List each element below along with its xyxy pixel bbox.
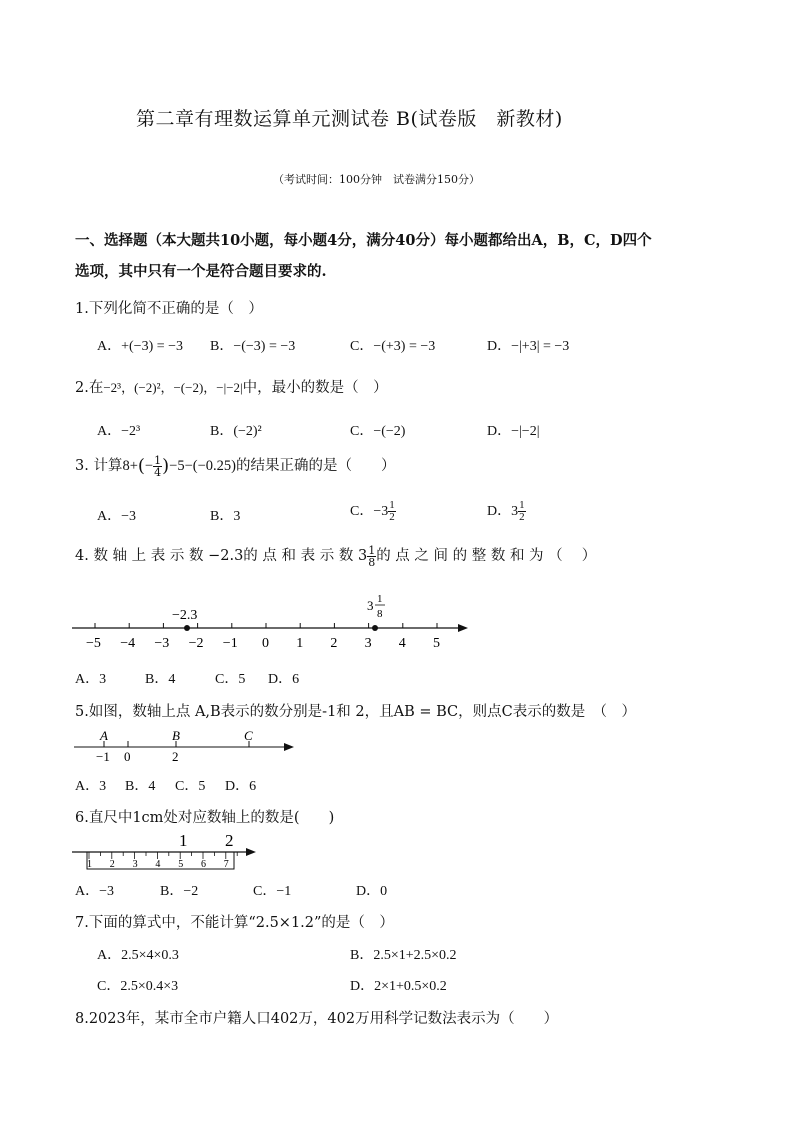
- q4-tick-label: 1: [296, 636, 304, 650]
- q6-ruler-label: 5: [178, 859, 184, 870]
- q3-expr-a: 8+: [122, 458, 138, 474]
- q6-ruler-figure: [70, 830, 260, 875]
- q4-option-b: B．4: [145, 672, 176, 687]
- question-6-stem: 6.直尺中1cm处对应数轴上的数是( ): [75, 810, 335, 826]
- q4-tick-label: −2: [188, 636, 204, 650]
- q6-ruler-label: 4: [155, 859, 161, 870]
- q4-label-b-den: 8: [377, 608, 383, 620]
- q6-option-a: A．−3: [75, 884, 115, 899]
- q6-axis-label-1: 1: [179, 831, 188, 850]
- question-3-stem: 3. 计算8+(− $\frac{1}{4}$ )−5−(−0.25)的结果正确的是（ ）: [75, 453, 396, 479]
- q4-point-b: [372, 625, 378, 631]
- q4-label-b-num: 1: [377, 593, 383, 605]
- section-heading-line1: 一、选择题（本大题共10小题，每小题4分，满分40分）每小题都给出A，B，C，D四个: [75, 232, 652, 249]
- q3-stem-suffix: 的结果正确的是（ ）: [235, 458, 396, 474]
- q7-option-a: A．2.5×4×0.3: [97, 948, 179, 963]
- q4-tick-label: 0: [262, 636, 269, 650]
- q4-option-d: D．6: [268, 672, 300, 687]
- question-7-stem: 7.下面的算式中，不能计算“2.5×1.2”的是（ ）: [75, 915, 394, 931]
- page-title: 第二章有理数运算单元测试卷 B(试卷版 新教材): [136, 108, 563, 130]
- q3-option-c: C．−3 $\frac{1}{2}$: [350, 499, 395, 524]
- exam-info: （考试时间：100分钟 试卷满分150分）: [273, 173, 480, 186]
- q5-option-c: C．5: [175, 779, 206, 794]
- q4-number-line: [68, 590, 478, 650]
- q3-option-d: D．3 $\frac{1}{2}$: [487, 499, 525, 524]
- q7-option-b: B．2.5×1+2.5×0.2: [350, 948, 457, 963]
- q5-tick-0: 0: [124, 749, 131, 764]
- q5-option-b: B．4: [125, 779, 156, 794]
- q2-option-a: A．−2³: [97, 424, 141, 439]
- q6-ruler-label: 7: [223, 859, 229, 870]
- q5-option-a: A．3: [75, 779, 107, 794]
- q2-stem-prefix: 2.在: [75, 380, 104, 396]
- q7-option-c: C．2.5×0.4×3: [97, 979, 179, 994]
- q1-option-b: B．−(−3) = −3: [210, 339, 296, 354]
- question-1-stem: 1.下列化简不正确的是（ ）: [75, 301, 263, 317]
- q7-option-d: D．2×1+0.5×0.2: [350, 979, 447, 994]
- q4-tick-label: 3: [364, 636, 372, 650]
- q6-ruler-label: 3: [132, 859, 138, 870]
- q5-option-d: D．6: [225, 779, 257, 794]
- question-8-stem: 8.2023年，某市全市户籍人口402万，402万用科学记数法表示为（ ）: [75, 1011, 559, 1027]
- q6-option-b: B．−2: [160, 884, 199, 899]
- q4-tick-label: −1: [222, 636, 238, 650]
- q6-ruler-label: 2: [109, 859, 115, 870]
- q2-option-c: C．−(−2): [350, 424, 406, 439]
- q1-option-c: C．−(+3) = −3: [350, 339, 436, 354]
- question-2-stem: [75, 376, 388, 397]
- q4-tick-label: 2: [330, 636, 338, 650]
- q6-ruler-label: 6: [201, 859, 206, 870]
- q6-option-c: C．−1: [253, 884, 292, 899]
- q4-tick-label: −3: [154, 636, 170, 650]
- q1-option-a: A．+(−3) = −3: [97, 339, 184, 354]
- q3-option-a: A．−3: [97, 509, 137, 524]
- q5-point-a-label: A: [100, 728, 108, 743]
- q5-tick-neg1: −1: [96, 749, 110, 764]
- q2-stem-items: −2³，(−2)²，−(−2)，−|−2|: [103, 380, 243, 395]
- q4-option-a: A．3: [75, 672, 107, 687]
- q6-axis-label-2: 2: [225, 831, 234, 850]
- q6-ruler-label: 1: [87, 859, 92, 870]
- q4-label-b-whole: 3: [367, 598, 374, 613]
- q4-point-a: [184, 625, 190, 631]
- q2-option-b: B．(−2)²: [210, 424, 262, 439]
- q4-tick-label: −4: [120, 636, 136, 650]
- q1-option-d: D．−|+3| = −3: [487, 339, 570, 354]
- q4-option-c: C．5: [215, 672, 246, 687]
- q6-option-d: D．0: [356, 884, 388, 899]
- q4-label-a: −2.3: [172, 608, 198, 623]
- q3-fraction: $\frac{1}{4}$: [154, 453, 162, 479]
- q5-point-b-label: B: [172, 728, 180, 743]
- question-4-stem: 4. 数 轴 上 表 示 数 −2.3的 点 和 表 示 数 3 $\frac{1}{8}$ 的 点 之 间 的 整 数 和 为 （ ）: [75, 543, 597, 569]
- q5-tick-2: 2: [172, 749, 179, 764]
- q5-number-line: [70, 727, 300, 767]
- q4-tick-label: 5: [433, 636, 440, 650]
- q2-option-d: D．−|−2|: [487, 424, 540, 439]
- q4-tick-label: −5: [86, 636, 101, 650]
- q5-point-c-label: C: [244, 728, 253, 743]
- q3-option-b: B．3: [210, 509, 241, 524]
- q3-expr-b: −5−(−0.25): [169, 458, 236, 474]
- q3-stem-prefix: 3. 计算: [75, 458, 123, 474]
- q4-tick-label: 4: [398, 636, 406, 650]
- question-5-stem: 5.如图，数轴上点 A,B表示的数分别是-1和 2，且AB = BC，则点C表示的数是 （ ）: [75, 704, 636, 720]
- q2-stem-suffix: 中，最小的数是（ ）: [242, 380, 388, 396]
- section-heading-line2: 选项，其中只有一个是符合题目要求的.: [75, 263, 327, 280]
